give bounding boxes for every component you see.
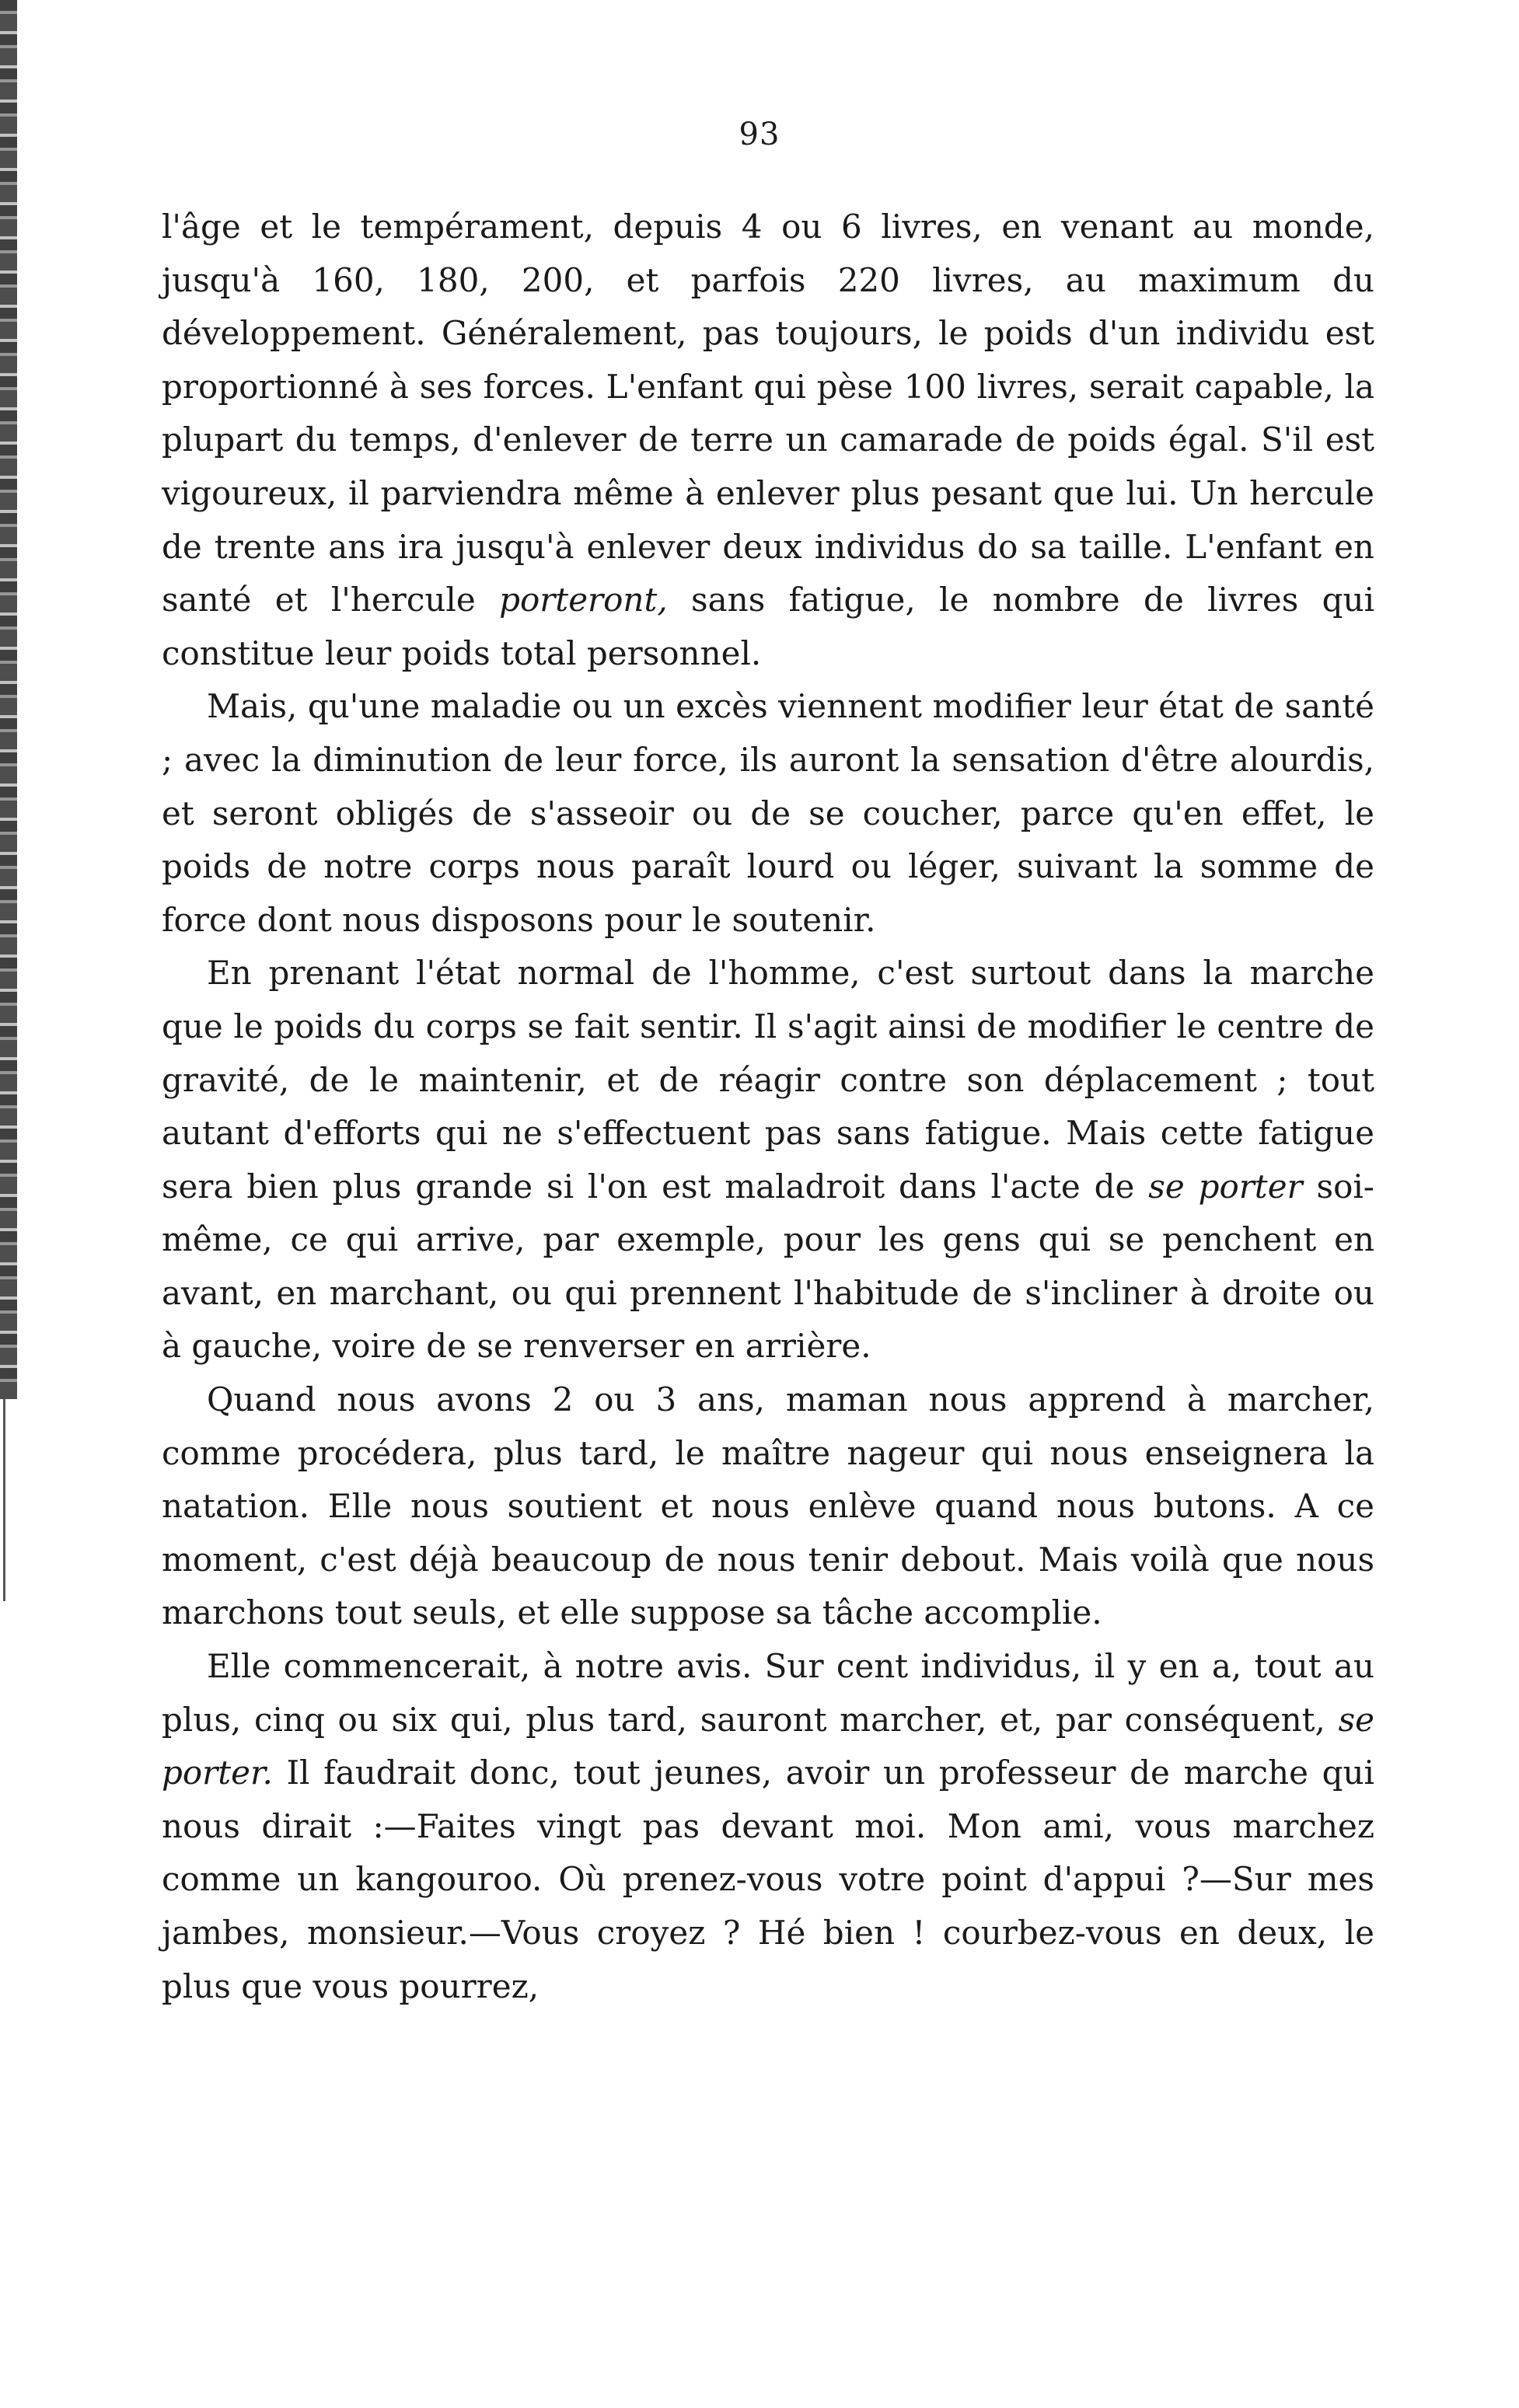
text-segment: Il faudrait donc, tout jeunes, avoir un professeur de marche qui nous dirait :—Faites vingt pas devant moi. Mon ami, vous marchez comme un kangouroo. Où prenez-vous votre point d'appui ?—Sur mes jambes, monsieur.—Vous croyez ? Hé bien ! courbez-vous en deux, le plus que vous pourrez, xyxy=(162,1754,1374,2005)
text-segment: Elle commencerait, à notre avis. Sur cent individus, il y en a, tout au plus, cinq ou six qui, plus tard, sauront marcher, et, par conséquent, xyxy=(162,1647,1374,1739)
paragraph-2 xyxy=(162,680,1374,947)
paragraph-1 xyxy=(162,201,1374,680)
text-segment: Mais, qu'une maladie ou un excès viennent modifier leur état de santé ; avec la diminution de leur force, ils auront la sensation d'être alourdis, et seront obligés de s'asseoir ou de se coucher, parce qu'en effet, le poids de notre corps nous paraît lourd ou léger, suivant la somme de force dont nous disposons pour le soutenir. xyxy=(162,687,1374,939)
text-segment: En prenant l'état normal de l'homme, c'est surtout dans la marche que le poids du corps se fait sentir. Il s'agit ainsi de modifier le centre de gravité, de le maintenir, et de réagir contre son déplacement ; tout autant d'efforts qui ne s'effectuent pas sans fatigue. Mais cette fatigue sera bien plus grande si l'on est maladroit dans l'acte de xyxy=(162,954,1374,1206)
text-segment: Quand nous avons 2 ou 3 ans, maman nous apprend à marcher, comme procédera, plus tard, le maître nageur qui nous enseignera la natation. Elle nous soutient et nous enlève quand nous butons. A ce moment, c'est déjà beaucoup de nous tenir debout. Mais voilà que nous marchons tout seuls, et elle suppose sa tâche accomplie. xyxy=(162,1380,1374,1632)
text-segment: soi-même, ce qui arrive, par exemple, pour les gens qui se penchent en avant, en marchant, ou qui prennent l'habitude de s'incliner à droite ou à gauche, voire de se renverser en arrière. xyxy=(162,1167,1374,1366)
italic-segment: porteront, xyxy=(499,581,668,619)
paragraph-5 xyxy=(162,1640,1374,2013)
italic-segment: se porter xyxy=(1148,1167,1303,1206)
paragraph-3 xyxy=(162,947,1374,1373)
paragraph-4 xyxy=(162,1373,1374,1640)
text-segment: sans fatigue, le nombre de livres qui constitue leur poids total personnel. xyxy=(162,581,1374,672)
body-text xyxy=(162,201,1374,2013)
scan-binding-edge-thin xyxy=(3,1399,5,1601)
text-segment: l'âge et le tempérament, depuis 4 ou 6 livres, en venant au monde, jusqu'à 160, 180, 200, et parfois 220 livres, au maximum du développement. Généralement, pas toujours, le poids d'un individu est proportionné à ses forces. L'enfant qui pèse 100 livres, serait capable, la plupart du temps, d'enlever de terre un camarade de poids égal. S'il est vigoureux, il parviendra même à enlever plus pesant que lui. Un hercule de trente ans ira jusqu'à enlever deux individus do sa taille. L'enfant en santé et l'hercule xyxy=(162,208,1374,619)
scan-binding-edge xyxy=(0,0,17,1399)
page-number: 93 xyxy=(739,117,780,152)
italic-segment: se porter. xyxy=(162,1700,1374,1792)
